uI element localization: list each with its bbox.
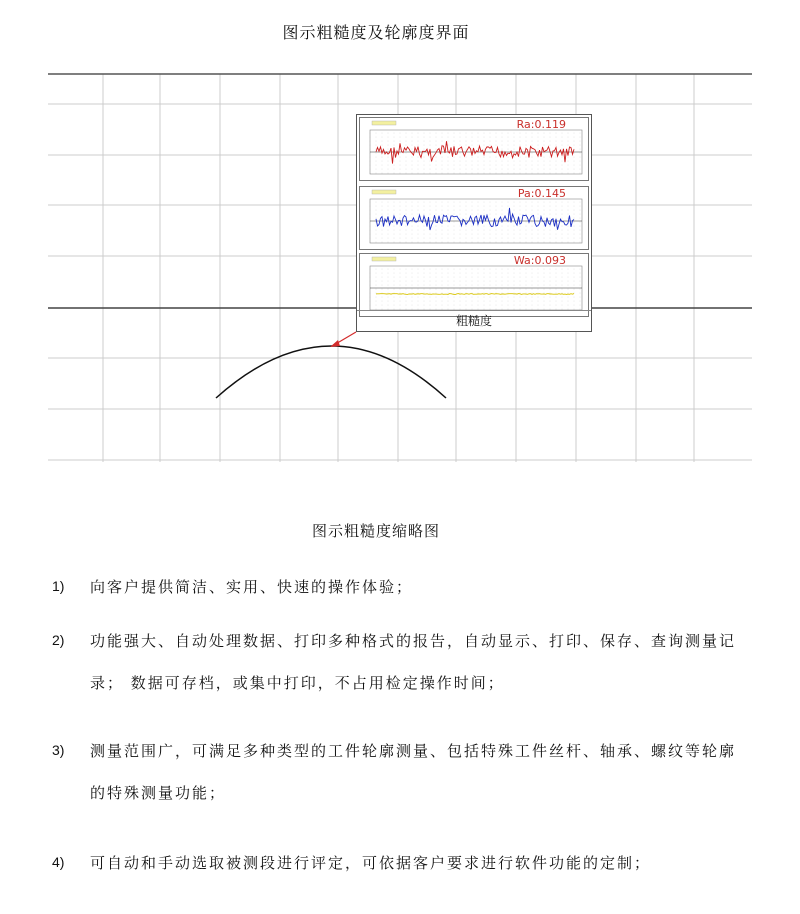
legend-swatch: [372, 257, 396, 261]
ra-value: Ra:0.119: [516, 118, 566, 131]
pa-graph: [359, 186, 589, 250]
roughness-panel: [356, 114, 592, 332]
item-number: 2): [52, 632, 65, 648]
page-title: 图示粗糙度及轮廓度界面: [282, 23, 470, 42]
wa-value: Wa:0.093: [513, 254, 566, 267]
wa-graph: [359, 253, 589, 317]
item-number: 1): [52, 578, 65, 594]
item-text: 可自动和手动选取被测段进行评定，可依据客户要求进行软件功能的定制；: [90, 854, 652, 872]
item-text: 向客户提供简洁、实用、快速的操作体验；: [90, 578, 414, 596]
figure-caption: 图示粗糙度缩略图: [311, 522, 440, 540]
ra-graph: [359, 117, 589, 181]
item-number: 3): [52, 742, 65, 758]
profile-arc: [216, 346, 446, 398]
item-number: 4): [52, 854, 65, 870]
item-text: 功能强大、自动处理数据、打印多种格式的报告，自动显示、打印、保存、查询测量记录； 数据可存档，或集中打印，不占用检定操作时间；: [90, 632, 737, 692]
legend-swatch: [372, 190, 396, 194]
pa-value: Pa:0.145: [517, 187, 566, 200]
panel-label: 粗糙度: [357, 310, 591, 329]
legend-swatch: [372, 121, 396, 125]
item-text: 测量范围广，可满足多种类型的工件轮廓测量、包括特殊工件丝杆、轴承、螺纹等轮廓的特殊测量功能；: [90, 742, 737, 802]
